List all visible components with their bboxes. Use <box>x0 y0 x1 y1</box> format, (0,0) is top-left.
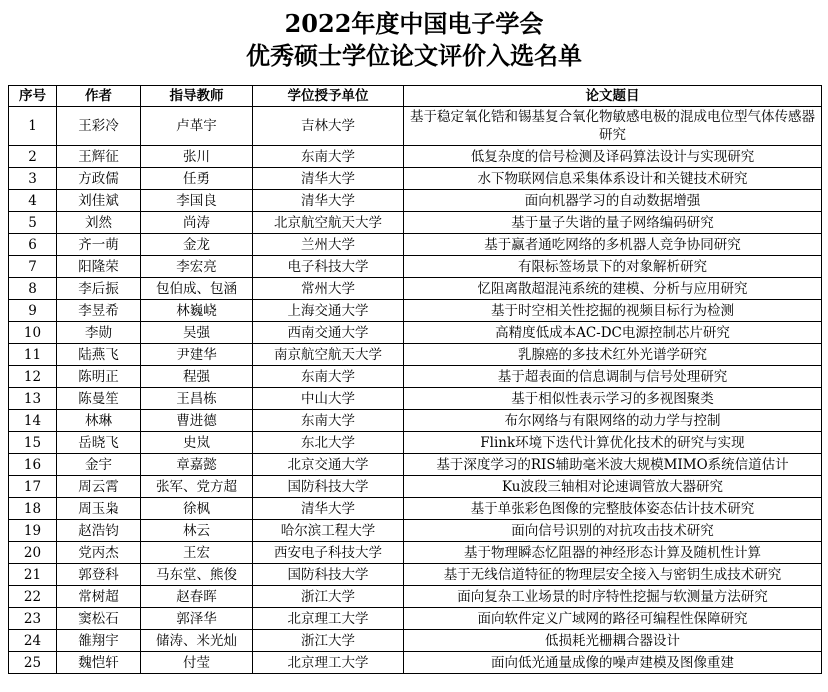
cell-index: 16 <box>9 454 57 476</box>
cell-advisor: 史岚 <box>141 432 253 454</box>
cell-index: 7 <box>9 256 57 278</box>
cell-advisor: 吴强 <box>141 322 253 344</box>
cell-thesis-title: 布尔网络与有限网络的动力学与控制 <box>404 410 822 432</box>
table-row <box>9 212 822 234</box>
cell-author: 齐一萌 <box>57 234 141 256</box>
cell-index: 13 <box>9 388 57 410</box>
table-row <box>9 542 822 564</box>
table-row <box>9 278 822 300</box>
table-row <box>9 476 822 498</box>
cell-index: 18 <box>9 498 57 520</box>
cell-thesis-title: 基于超表面的信息调制与信号处理研究 <box>404 366 822 388</box>
cell-advisor: 赵春晖 <box>141 586 253 608</box>
cell-author: 林琳 <box>57 410 141 432</box>
cell-thesis-title: 面向机器学习的自动数据增强 <box>404 190 822 212</box>
cell-author: 阳隆荣 <box>57 256 141 278</box>
cell-advisor: 郭泽华 <box>141 608 253 630</box>
cell-index: 9 <box>9 300 57 322</box>
table-row <box>9 564 822 586</box>
cell-author: 刘佳斌 <box>57 190 141 212</box>
cell-author: 常树超 <box>57 586 141 608</box>
cell-index: 19 <box>9 520 57 542</box>
cell-author: 李后振 <box>57 278 141 300</box>
cell-thesis-title: 面向软件定义广域网的路径可编程性保障研究 <box>404 608 822 630</box>
cell-advisor: 包伯成、包涵 <box>141 278 253 300</box>
cell-thesis-title: Ku波段三轴相对论速调管放大器研究 <box>404 476 822 498</box>
cell-institution: 西南交通大学 <box>253 322 404 344</box>
cell-thesis-title: 水下物联网信息采集体系设计和关键技术研究 <box>404 168 822 190</box>
cell-author: 郭登科 <box>57 564 141 586</box>
cell-author: 窦松石 <box>57 608 141 630</box>
cell-institution: 兰州大学 <box>253 234 404 256</box>
cell-index: 2 <box>9 146 57 168</box>
table-row <box>9 234 822 256</box>
table-row <box>9 608 822 630</box>
cell-thesis-title: 忆阻离散超混沌系统的建模、分析与应用研究 <box>404 278 822 300</box>
cell-thesis-title: 基于稳定氧化锆和锡基复合氧化物敏感电极的混成电位型气体传感器研究 <box>404 107 822 146</box>
table-row <box>9 168 822 190</box>
table-row <box>9 432 822 454</box>
cell-index: 23 <box>9 608 57 630</box>
cell-thesis-title: 高精度低成本AC-DC电源控制芯片研究 <box>404 322 822 344</box>
cell-author: 李勋 <box>57 322 141 344</box>
document-title-line1: 2022年度中国电子学会 <box>284 9 544 38</box>
cell-institution: 中山大学 <box>253 388 404 410</box>
cell-index: 6 <box>9 234 57 256</box>
cell-institution: 上海交通大学 <box>253 300 404 322</box>
header-author: 作者 <box>57 86 141 107</box>
cell-institution: 国防科技大学 <box>253 564 404 586</box>
cell-institution: 浙江大学 <box>253 586 404 608</box>
header-institution: 学位授予单位 <box>253 86 404 107</box>
table-row <box>9 256 822 278</box>
cell-author: 李昱希 <box>57 300 141 322</box>
header-index: 序号 <box>9 86 57 107</box>
cell-advisor: 李国良 <box>141 190 253 212</box>
cell-author: 方政儒 <box>57 168 141 190</box>
cell-advisor: 徐枫 <box>141 498 253 520</box>
cell-advisor: 任勇 <box>141 168 253 190</box>
award-list-table <box>8 85 822 674</box>
cell-institution: 浙江大学 <box>253 630 404 652</box>
cell-index: 21 <box>9 564 57 586</box>
table-row <box>9 652 822 674</box>
cell-institution: 常州大学 <box>253 278 404 300</box>
cell-author: 党丙杰 <box>57 542 141 564</box>
cell-institution: 电子科技大学 <box>253 256 404 278</box>
table-body <box>9 107 822 674</box>
table-row <box>9 322 822 344</box>
cell-advisor: 储涛、米光灿 <box>141 630 253 652</box>
cell-thesis-title: 低损耗光栅耦合器设计 <box>404 630 822 652</box>
cell-institution: 南京航空航天大学 <box>253 344 404 366</box>
cell-index: 11 <box>9 344 57 366</box>
cell-index: 14 <box>9 410 57 432</box>
cell-advisor: 王昌栋 <box>141 388 253 410</box>
cell-author: 金宇 <box>57 454 141 476</box>
cell-thesis-title: 面向复杂工业场景的时序特性挖掘与软测量方法研究 <box>404 586 822 608</box>
table-row <box>9 300 822 322</box>
cell-author: 赵浩钧 <box>57 520 141 542</box>
cell-institution: 哈尔滨工程大学 <box>253 520 404 542</box>
cell-advisor: 章嘉懿 <box>141 454 253 476</box>
cell-advisor: 尚涛 <box>141 212 253 234</box>
cell-index: 20 <box>9 542 57 564</box>
cell-index: 5 <box>9 212 57 234</box>
cell-advisor: 李宏亮 <box>141 256 253 278</box>
cell-institution: 北京航空航天大学 <box>253 212 404 234</box>
cell-institution: 北京理工大学 <box>253 652 404 674</box>
cell-advisor: 马东堂、熊俊 <box>141 564 253 586</box>
cell-author: 陈明正 <box>57 366 141 388</box>
cell-advisor: 尹建华 <box>141 344 253 366</box>
cell-index: 8 <box>9 278 57 300</box>
table-row <box>9 498 822 520</box>
cell-author: 陈曼笙 <box>57 388 141 410</box>
table-row <box>9 388 822 410</box>
cell-index: 3 <box>9 168 57 190</box>
cell-advisor: 张川 <box>141 146 253 168</box>
table-row <box>9 454 822 476</box>
cell-index: 12 <box>9 366 57 388</box>
cell-author: 陆燕飞 <box>57 344 141 366</box>
cell-thesis-title: 面向低光通量成像的噪声建模及图像重建 <box>404 652 822 674</box>
table-header-row <box>9 86 822 107</box>
cell-thesis-title: 基于量子失谐的量子网络编码研究 <box>404 212 822 234</box>
cell-author: 王彩冷 <box>57 107 141 146</box>
table-row <box>9 630 822 652</box>
cell-thesis-title: 基于赢者通吃网络的多机器人竞争协同研究 <box>404 234 822 256</box>
cell-index: 15 <box>9 432 57 454</box>
cell-advisor: 金龙 <box>141 234 253 256</box>
cell-author: 刘然 <box>57 212 141 234</box>
cell-author: 魏恺轩 <box>57 652 141 674</box>
table-row <box>9 410 822 432</box>
cell-index: 17 <box>9 476 57 498</box>
table-row <box>9 344 822 366</box>
table-row <box>9 520 822 542</box>
cell-index: 22 <box>9 586 57 608</box>
header-advisor: 指导教师 <box>141 86 253 107</box>
cell-advisor: 程强 <box>141 366 253 388</box>
cell-author: 岳晓飞 <box>57 432 141 454</box>
table-row <box>9 107 822 146</box>
cell-thesis-title: 低复杂度的信号检测及译码算法设计与实现研究 <box>404 146 822 168</box>
cell-institution: 西安电子科技大学 <box>253 542 404 564</box>
cell-index: 1 <box>9 107 57 146</box>
cell-institution: 北京理工大学 <box>253 608 404 630</box>
cell-index: 25 <box>9 652 57 674</box>
table-row <box>9 586 822 608</box>
cell-institution: 清华大学 <box>253 498 404 520</box>
cell-thesis-title: Flink环境下迭代计算优化技术的研究与实现 <box>404 432 822 454</box>
cell-author: 周云霄 <box>57 476 141 498</box>
table-row <box>9 146 822 168</box>
cell-thesis-title: 有限标签场景下的对象解析研究 <box>404 256 822 278</box>
cell-advisor: 林巍峣 <box>141 300 253 322</box>
cell-index: 10 <box>9 322 57 344</box>
cell-thesis-title: 基于物理瞬态忆阻器的神经形态计算及随机性计算 <box>404 542 822 564</box>
cell-index: 24 <box>9 630 57 652</box>
cell-thesis-title: 基于单张彩色图像的完整肢体姿态估计技术研究 <box>404 498 822 520</box>
cell-institution: 东南大学 <box>253 146 404 168</box>
cell-author: 王辉征 <box>57 146 141 168</box>
document-title-line2: 优秀硕士学位论文评价入选名单 <box>246 41 582 70</box>
cell-thesis-title: 基于时空相关性挖掘的视频目标行为检测 <box>404 300 822 322</box>
table-row <box>9 190 822 212</box>
cell-advisor: 卢革宇 <box>141 107 253 146</box>
cell-author: 雒翔宇 <box>57 630 141 652</box>
cell-institution: 清华大学 <box>253 168 404 190</box>
cell-advisor: 林云 <box>141 520 253 542</box>
cell-advisor: 曹进德 <box>141 410 253 432</box>
cell-thesis-title: 基于深度学习的RIS辅助毫米波大规模MIMO系统信道估计 <box>404 454 822 476</box>
cell-thesis-title: 面向信号识别的对抗攻击技术研究 <box>404 520 822 542</box>
cell-thesis-title: 基于相似性表示学习的多视图聚类 <box>404 388 822 410</box>
cell-institution: 清华大学 <box>253 190 404 212</box>
cell-institution: 东南大学 <box>253 410 404 432</box>
table-row <box>9 366 822 388</box>
cell-advisor: 王宏 <box>141 542 253 564</box>
cell-author: 周玉枭 <box>57 498 141 520</box>
header-thesis-title: 论文题目 <box>404 86 822 107</box>
cell-thesis-title: 基于无线信道特征的物理层安全接入与密钥生成技术研究 <box>404 564 822 586</box>
cell-institution: 东北大学 <box>253 432 404 454</box>
cell-institution: 东南大学 <box>253 366 404 388</box>
cell-advisor: 付莹 <box>141 652 253 674</box>
cell-institution: 吉林大学 <box>253 107 404 146</box>
cell-thesis-title: 乳腺癌的多技术红外光谱学研究 <box>404 344 822 366</box>
cell-advisor: 张军、党方超 <box>141 476 253 498</box>
cell-institution: 北京交通大学 <box>253 454 404 476</box>
cell-index: 4 <box>9 190 57 212</box>
cell-institution: 国防科技大学 <box>253 476 404 498</box>
